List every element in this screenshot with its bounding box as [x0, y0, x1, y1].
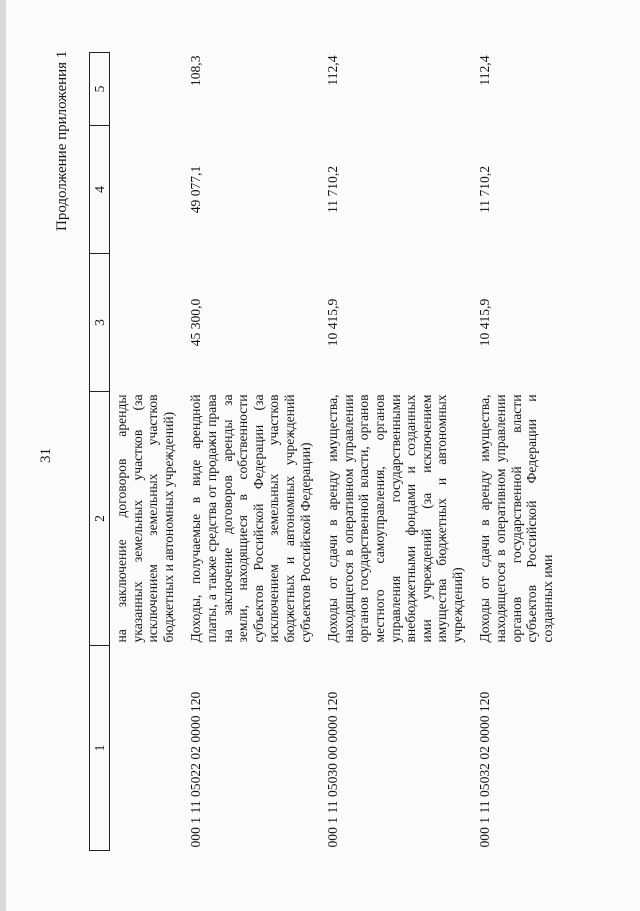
document-page — [6, 0, 640, 911]
row-code: 000 1 11 05022 02 0000 120 — [188, 691, 204, 848]
row-code: 000 1 11 05032 02 0000 120 — [477, 691, 493, 848]
row-col3: 45 300,0 — [188, 298, 204, 347]
revenue-table — [89, 52, 555, 851]
header-col-4: 4 — [90, 126, 110, 254]
page-number: 31 — [38, 448, 54, 463]
row-col5: 112,4 — [477, 55, 493, 86]
row-col4 — [110, 126, 177, 254]
header-col-1: 1 — [90, 646, 110, 851]
table-row — [110, 53, 177, 851]
header-col-5: 5 — [90, 53, 110, 126]
table-row — [176, 53, 313, 851]
table-row — [313, 53, 465, 851]
row-col3: 10 415,9 — [477, 298, 493, 347]
row-col4: 49 077,1 — [188, 165, 204, 214]
row-col3: 10 415,9 — [325, 298, 341, 347]
row-col4: 11 710,2 — [477, 165, 493, 214]
row-code: 000 1 11 05030 00 0000 120 — [325, 691, 341, 848]
header-col-2: 2 — [90, 392, 110, 646]
row-description: на заключение договоров аренды указанных земельных участков (за исключением земельных участков бюджетных и автономных учреждений) — [114, 394, 176, 643]
table-row — [465, 53, 555, 851]
table-header-row — [90, 53, 110, 851]
rotated-page-content — [6, 0, 640, 911]
header-col-3: 3 — [90, 254, 110, 392]
row-col3 — [110, 254, 177, 392]
row-description: Доходы от сдачи в аренду имущества, находящегося в оперативном управлении органов государственной власти, органов местного самоуправления, органов управления государственными внебюджетными фондами и созданных ими учреждений (за исключением имущества бюджетных и автономных учреждений) — [325, 394, 465, 643]
row-description: Доходы от сдачи в аренду имущества, находящегося в оперативном управлении органов государственной власти субъектов Российской Федерации и созданных ими — [477, 394, 555, 643]
row-col4: 11 710,2 — [325, 165, 341, 214]
row-code — [110, 646, 177, 851]
row-col5 — [110, 53, 177, 126]
row-col5: 112,4 — [325, 55, 341, 86]
appendix-continuation-title: Продолжение приложения 1 — [54, 50, 70, 231]
row-col5: 108,3 — [188, 55, 204, 87]
row-description: Доходы, получаемые в виде арендной платы, а также средства от продажи права на заключение договоров аренды за земли, находящиеся в собственности субъектов Российской Федерации (за исключением земельных участков бюджетных и автономных учреждений субъектов Российской Федерации) — [188, 394, 313, 643]
